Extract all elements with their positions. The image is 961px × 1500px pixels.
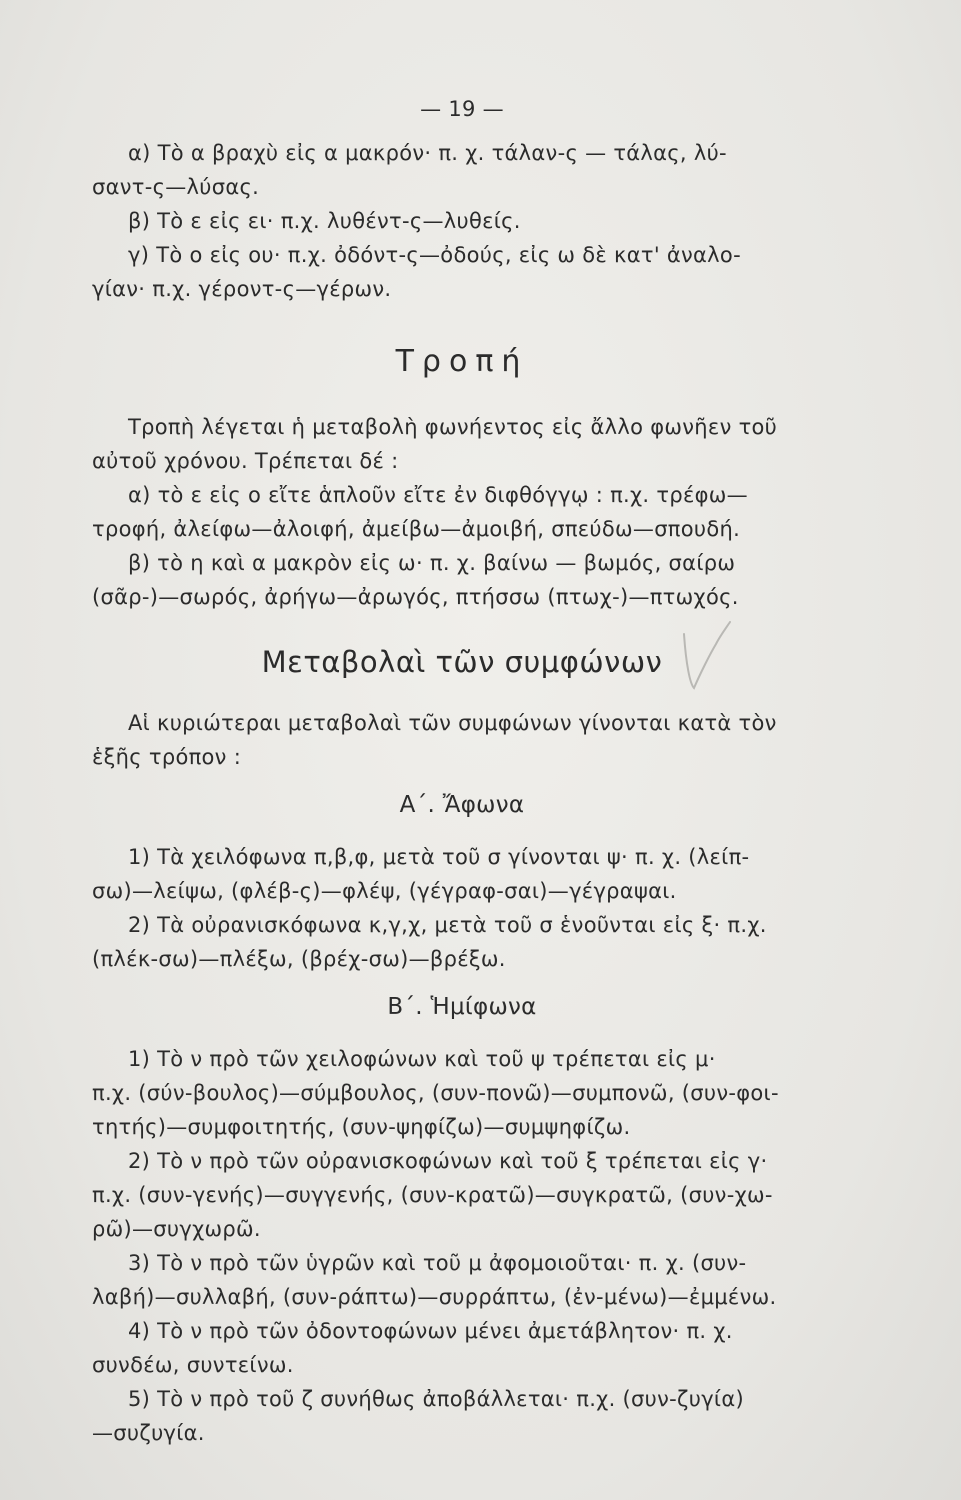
line: β) τὸ η καὶ α μακρὸν εἰς ω· π. χ. βαίνω — βωμός, σαίρω [128, 551, 736, 575]
line: αὐτοῦ χρόνου. Τρέπεται δέ : [92, 449, 399, 473]
line: 5) Τὸ ν πρὸ τοῦ ζ συνήθως ἀποβάλλεται· π.χ. (συν-ζυγία) [128, 1387, 744, 1411]
page-number: — 19 — [420, 97, 504, 121]
line: 4) Τὸ ν πρὸ τῶν ὀδοντοφώνων μένει ἀμετάβλητον· π. χ. [128, 1319, 733, 1343]
line: (πλέκ-σω)—πλέξω, (βρέχ-σω)—βρέξω. [92, 947, 506, 971]
line: Αἱ κυριώτεραι μεταβολαὶ τῶν συμφώνων γίνονται κατὰ τὸν [128, 711, 777, 735]
line: τητής)—συμφοιτητής, (συν-ψηφίζω)—συμψηφίζω. [92, 1115, 631, 1139]
subsection-title-imiphona: Β΄. Ἡμίφωνα [387, 994, 537, 1020]
line: Τροπὴ λέγεται ἡ μεταβολὴ φωνήεντος εἰς ἄλλο φωνῆεν τοῦ [128, 415, 778, 439]
line: συνδέω, συντείνω. [92, 1353, 294, 1377]
line: (σᾶρ-)—σωρός, ἀρήγω—ἀρωγός, πτήσσω (πτωχ-)—πτωχός. [92, 585, 739, 609]
section-title-consonants: Μεταβολαὶ τῶν συμφώνων [261, 645, 663, 679]
line: π.χ. (συν-γενής)—συγγενής, (συν-κρατῶ)—συγκρατῶ, (συν-χω- [92, 1183, 773, 1207]
line: 2) Τὸ ν πρὸ τῶν οὐρανισκοφώνων καὶ τοῦ ξ τρέπεται εἰς γ· [128, 1149, 768, 1173]
line: γίαν· π.χ. γέροντ-ς—γέρων. [92, 277, 392, 301]
line: ρῶ)—συγχωρῶ. [92, 1217, 261, 1241]
section-title-trope: Τροπή [395, 344, 529, 379]
body-text [92, 92, 832, 1450]
line: α) Τὸ α βραχὺ εἰς α μακρόν· π. χ. τάλαν-ς — τάλας, λύ- [128, 141, 727, 165]
pencil-mark [676, 614, 736, 694]
subsection-title-aphona: Α΄. Ἄφωνα [399, 792, 525, 818]
line: 1) Τὸ ν πρὸ τῶν χειλοφώνων καὶ τοῦ ψ τρέπεται εἰς μ· [128, 1047, 716, 1071]
line: β) Τὸ ε εἰς ει· π.χ. λυθέντ-ς—λυθείς. [128, 209, 521, 233]
line: 3) Τὸ ν πρὸ τῶν ὑγρῶν καὶ τοῦ μ ἀφομοιοῦται· π. χ. (συν- [128, 1251, 747, 1275]
line: ἑξῆς τρόπον : [92, 745, 242, 769]
line: 1) Τὰ χειλόφωνα π,β,φ, μετὰ τοῦ σ γίνονται ψ· π. χ. (λείπ- [128, 845, 750, 869]
line: τροφή, ἀλείφω—ἀλοιφή, ἀμείβω—ἀμοιβή, σπεύδω—σπουδή. [92, 517, 741, 541]
line: 2) Τὰ οὐρανισκόφωνα κ,γ,χ, μετὰ τοῦ σ ἑνοῦνται εἰς ξ· π.χ. [128, 913, 767, 937]
line: —συζυγία. [92, 1421, 205, 1445]
line: σαντ-ς—λύσας. [92, 175, 260, 199]
line: α) τὸ ε εἰς ο εἴτε ἁπλοῦν εἴτε ἐν διφθόγγῳ : π.χ. τρέφω— [128, 483, 748, 507]
line: γ) Τὸ ο εἰς ου· π.χ. ὀδόντ-ς—ὀδούς, εἰς ω δὲ κατ' ἀναλο- [128, 243, 741, 267]
line: π.χ. (σύν-βουλος)—σύμβουλος, (συν-πονῶ)—συμπονῶ, (συν-φοι- [92, 1081, 779, 1105]
line: λαβή)—συλλαβή, (συν-ράπτω)—συρράπτω, (ἐν-μένω)—ἐμμένω. [92, 1285, 777, 1309]
line: σω)—λείψω, (φλέβ-ς)—φλέψ, (γέγραφ-σαι)—γέγραψαι. [92, 879, 677, 903]
